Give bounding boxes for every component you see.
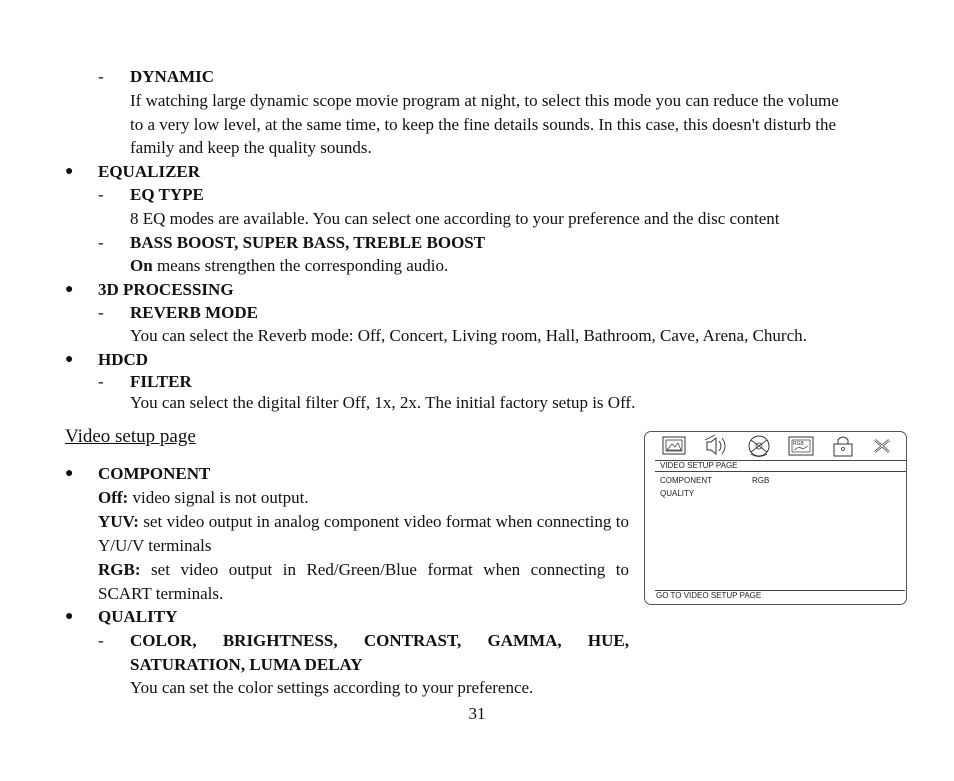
eq-type-desc: 8 EQ modes are available. You can select one according to your preference and the disc content	[130, 209, 780, 228]
speaker-icon	[705, 435, 725, 454]
rgb-icon-label: RGB	[793, 441, 804, 447]
dynamic-title: DYNAMIC	[130, 67, 215, 86]
page-number: 31	[468, 704, 486, 723]
close-icon	[875, 440, 889, 452]
hdcd-title: HDCD	[98, 350, 149, 369]
rgb-desc-text: set video output in Red/Green/Blue format when connecting to SCART terminals.	[98, 560, 629, 603]
lock-icon	[834, 437, 852, 456]
dynamic-desc-line-2: to a very low level, at the same time, to keep the fine details sounds. In this case, this doesn't disturb the	[130, 115, 837, 134]
rgb-desc	[98, 558, 629, 606]
quality-title: QUALITY	[98, 607, 178, 626]
disc-icon	[749, 436, 769, 457]
eq-type-title: EQ TYPE	[130, 185, 204, 204]
on-label: On	[130, 256, 153, 275]
reverb-mode-title: REVERB MODE	[130, 303, 258, 322]
video-setup-heading: Video setup page	[65, 426, 196, 447]
filter-title: FILTER	[130, 372, 192, 391]
osd-quality-label[interactable]: QUALITY	[660, 489, 695, 498]
bullet-icon: ●	[65, 466, 74, 481]
bullet-icon: ●	[65, 352, 74, 367]
quality-desc: You can set the color settings according to your preference.	[130, 678, 534, 697]
osd-title-rule	[655, 471, 906, 472]
video-screen-icon	[789, 437, 813, 455]
off-desc	[98, 488, 309, 508]
dash-marker: -	[98, 233, 104, 252]
off-desc-text: video signal is not output.	[128, 488, 309, 507]
dash-marker: -	[98, 67, 104, 86]
osd-screen-figure	[644, 431, 907, 605]
filter-desc: You can select the digital filter Off, 1x, 2x. The initial factory setup is Off.	[130, 393, 636, 412]
processing-3d-title: 3D PROCESSING	[98, 280, 234, 299]
bullet-icon: ●	[65, 282, 74, 297]
dash-marker: -	[98, 185, 104, 204]
dash-marker: -	[98, 303, 104, 322]
bass-boost-title: BASS BOOST, SUPER BASS, TREBLE BOOST	[130, 233, 486, 252]
bullet-icon: ●	[65, 609, 74, 624]
component-title: COMPONENT	[98, 464, 211, 483]
yuv-desc-text: set video output in analog component video format when connecting to Y/U/V terminals	[98, 512, 629, 555]
osd-footer: GO TO VIDEO SETUP PAGE	[656, 591, 762, 600]
yuv-desc	[98, 510, 629, 558]
photo-icon	[663, 437, 685, 454]
off-label: Off:	[98, 488, 129, 507]
osd-page-title: VIDEO SETUP PAGE	[660, 461, 738, 470]
dash-marker: -	[98, 372, 104, 391]
reverb-desc: You can select the Reverb mode: Off, Concert, Living room, Hall, Bathroom, Cave, Arena, Church.	[130, 326, 807, 345]
yuv-label: YUV:	[98, 512, 139, 531]
bullet-icon: ●	[65, 164, 74, 179]
rgb-label: RGB:	[98, 560, 141, 579]
quality-items: COLOR, BRIGHTNESS, CONTRAST, GAMMA, HUE, SATURATION, LUMA DELAY	[130, 631, 629, 674]
dash-marker: -	[98, 631, 104, 650]
osd-component-value[interactable]: RGB	[752, 476, 770, 485]
dynamic-desc-line-3: family and keep the quality sounds.	[130, 138, 372, 157]
on-desc-text: means strengthen the corresponding audio.	[152, 256, 449, 275]
equalizer-title: EQUALIZER	[98, 162, 201, 181]
dynamic-desc-line-1: If watching large dynamic scope movie program at night, to select this mode you can reduce the volume	[130, 91, 839, 110]
osd-icon-bar	[645, 432, 906, 460]
on-desc	[130, 256, 448, 276]
osd-component-label[interactable]: COMPONENT	[660, 476, 712, 485]
